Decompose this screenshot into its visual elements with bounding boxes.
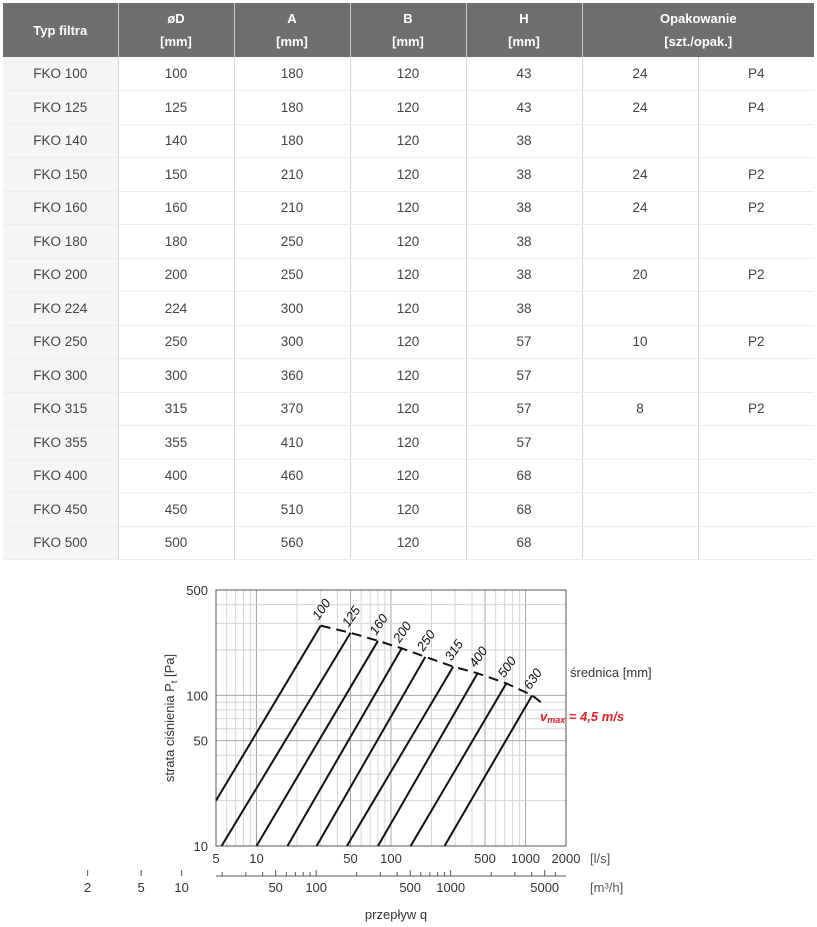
table-cell: 120 (350, 158, 466, 192)
table-cell (698, 225, 814, 259)
y-axis-label: strata ciśnienia $P_t$ [Pa] (162, 653, 179, 783)
y-tick-label: 50 (193, 733, 208, 749)
table-cell: 120 (350, 392, 466, 426)
table-cell: 68 (466, 493, 582, 527)
header-b: B [mm] (350, 3, 466, 57)
series-line-125 (222, 633, 351, 846)
table-cell: 8 (582, 392, 698, 426)
vmax-label: vmax = 4,5 m/s (540, 709, 625, 725)
table-row (3, 158, 814, 192)
x2-tick-label: 100 (305, 880, 328, 895)
table-cell: 43 (466, 91, 582, 125)
header-diameter: øD [mm] (118, 3, 234, 57)
table-cell: P2 (698, 392, 814, 426)
series-label-400: 400 (465, 643, 491, 671)
table-cell (582, 493, 698, 527)
x2-tick-label: 500 (399, 880, 422, 895)
table-cell: 200 (118, 258, 234, 292)
table-cell: 120 (350, 258, 466, 292)
table-row (3, 225, 814, 259)
table-cell: P2 (698, 258, 814, 292)
table-cell: 43 (466, 57, 582, 91)
table-cell: 250 (234, 225, 350, 259)
table-cell: 10 (582, 325, 698, 359)
table-cell: 500 (118, 526, 234, 560)
table-cell: 120 (350, 91, 466, 125)
table-cell: 68 (466, 526, 582, 560)
x-tick-label: 50 (343, 851, 358, 866)
table-cell: 120 (350, 426, 466, 460)
table-cell: 38 (466, 258, 582, 292)
cell-type: FKO 224 (3, 292, 118, 326)
table-cell: 460 (234, 459, 350, 493)
cell-type: FKO 100 (3, 57, 118, 91)
table-cell: 24 (582, 158, 698, 192)
table-cell: 120 (350, 359, 466, 393)
x2-tick-label: 10 (174, 880, 189, 895)
cell-type: FKO 200 (3, 258, 118, 292)
table-cell (698, 459, 814, 493)
table-row (3, 526, 814, 560)
x2-tick-label: 5 (137, 880, 145, 895)
table-row (3, 91, 814, 125)
series-label-100: 100 (308, 595, 334, 623)
table-cell: 410 (234, 426, 350, 460)
table-cell: 300 (118, 359, 234, 393)
series-label-630: 630 (520, 665, 546, 693)
y-tick-label: 500 (186, 583, 208, 598)
table-cell: 355 (118, 426, 234, 460)
table-cell: 120 (350, 459, 466, 493)
header-type: Typ filtra (3, 3, 118, 57)
table-cell: 120 (350, 191, 466, 225)
table-cell: 224 (118, 292, 234, 326)
cell-type: FKO 400 (3, 459, 118, 493)
x-axis-label: przepływ q (364, 907, 428, 922)
series-legend-label: średnica [mm] (570, 665, 652, 680)
x-tick-label: 5 (212, 851, 220, 866)
cell-type: FKO 250 (3, 325, 118, 359)
table-cell: 120 (350, 325, 466, 359)
x-tick-label: 500 (474, 851, 496, 866)
table-cell: 38 (466, 191, 582, 225)
cell-type: FKO 500 (3, 526, 118, 560)
table-cell: 38 (466, 158, 582, 192)
x2-tick-label: 5000 (530, 880, 560, 895)
table-cell: 315 (118, 392, 234, 426)
x2-tick-label: 1000 (436, 880, 466, 895)
table-row (3, 493, 814, 527)
table-row (3, 292, 814, 326)
table-cell: 57 (466, 392, 582, 426)
table-cell (582, 292, 698, 326)
x-tick-label: 1000 (511, 851, 540, 866)
table-cell: P2 (698, 158, 814, 192)
table-cell: 120 (350, 493, 466, 527)
series-label-200: 200 (389, 618, 415, 646)
table-cell: 360 (234, 359, 350, 393)
x2-tick-label: 50 (268, 880, 283, 895)
table-cell (698, 526, 814, 560)
series-label-250: 250 (413, 627, 439, 654)
table-cell: P4 (698, 91, 814, 125)
table-cell: 180 (118, 225, 234, 259)
table-cell: 300 (234, 325, 350, 359)
table-row (3, 57, 814, 91)
table-cell (582, 124, 698, 158)
table-row (3, 325, 814, 359)
filter-spec-table (3, 3, 814, 560)
series-line-160 (256, 641, 377, 846)
table-cell: 68 (466, 459, 582, 493)
table-cell: 24 (582, 57, 698, 91)
table-cell: 140 (118, 124, 234, 158)
cell-type: FKO 125 (3, 91, 118, 125)
table-cell: 210 (234, 191, 350, 225)
table-cell (698, 426, 814, 460)
table-row (3, 258, 814, 292)
y-tick-label: 10 (193, 839, 208, 854)
table-cell: 100 (118, 57, 234, 91)
table-cell: 450 (118, 493, 234, 527)
table-cell: 38 (466, 292, 582, 326)
table-cell: 24 (582, 191, 698, 225)
table-cell (582, 359, 698, 393)
cell-type: FKO 150 (3, 158, 118, 192)
table-row (3, 459, 814, 493)
cell-type: FKO 180 (3, 225, 118, 259)
header-packaging: Opakowanie [szt./opak.] (582, 3, 814, 57)
series-line-315 (347, 667, 453, 846)
table-cell (698, 359, 814, 393)
table-cell: 560 (234, 526, 350, 560)
table-row (3, 392, 814, 426)
table-cell: 120 (350, 292, 466, 326)
table-cell: 57 (466, 359, 582, 393)
table-cell: 120 (350, 124, 466, 158)
table-cell: P2 (698, 325, 814, 359)
x-tick-label: 100 (380, 851, 402, 866)
x2-tick-label: 2 (84, 880, 92, 895)
table-header-row (3, 3, 814, 57)
table-row (3, 124, 814, 158)
cell-type: FKO 450 (3, 493, 118, 527)
table-cell: P2 (698, 191, 814, 225)
table-cell: 24 (582, 91, 698, 125)
cell-type: FKO 300 (3, 359, 118, 393)
x-tick-label: 10 (249, 851, 264, 866)
series-label-500: 500 (494, 653, 520, 681)
table-cell: 250 (234, 258, 350, 292)
table-cell: 510 (234, 493, 350, 527)
table-cell: 210 (234, 158, 350, 192)
table-cell: 370 (234, 392, 350, 426)
table-cell: 180 (234, 124, 350, 158)
table-cell: 125 (118, 91, 234, 125)
x-unit-label: [l/s] (590, 851, 611, 866)
cell-type: FKO 160 (3, 191, 118, 225)
table-cell: 160 (118, 191, 234, 225)
table-cell: 150 (118, 158, 234, 192)
table-cell: 180 (234, 57, 350, 91)
series-label-125: 125 (338, 603, 364, 630)
table-cell: 180 (234, 91, 350, 125)
cell-type: FKO 355 (3, 426, 118, 460)
x-tick-label: 2000 (551, 851, 581, 866)
table-cell: 20 (582, 258, 698, 292)
table-cell: 38 (466, 225, 582, 259)
table-cell: 57 (466, 325, 582, 359)
x2-unit-label: [m³/h] (590, 880, 624, 895)
table-cell: 300 (234, 292, 350, 326)
series-line-250 (317, 657, 426, 846)
table-row (3, 426, 814, 460)
table-cell (582, 526, 698, 560)
table-cell (698, 124, 814, 158)
table-cell: P4 (698, 57, 814, 91)
table-cell: 400 (118, 459, 234, 493)
series-label-315: 315 (441, 636, 467, 664)
table-cell (582, 459, 698, 493)
cell-type: FKO 140 (3, 124, 118, 158)
table-cell (582, 225, 698, 259)
table-cell: 120 (350, 225, 466, 259)
header-h: H [mm] (466, 3, 582, 57)
y-tick-label: 100 (186, 688, 208, 704)
table-cell (582, 426, 698, 460)
series-label-160: 160 (366, 611, 391, 638)
table-cell: 120 (350, 526, 466, 560)
table-cell: 120 (350, 57, 466, 91)
table-cell: 250 (118, 325, 234, 359)
table-cell (698, 493, 814, 527)
pressure-loss-chart (0, 570, 817, 927)
table-cell: 57 (466, 426, 582, 460)
cell-type: FKO 315 (3, 392, 118, 426)
table-cell (698, 292, 814, 326)
table-cell: 38 (466, 124, 582, 158)
header-a: A [mm] (234, 3, 350, 57)
table-row (3, 359, 814, 393)
table-row (3, 191, 814, 225)
